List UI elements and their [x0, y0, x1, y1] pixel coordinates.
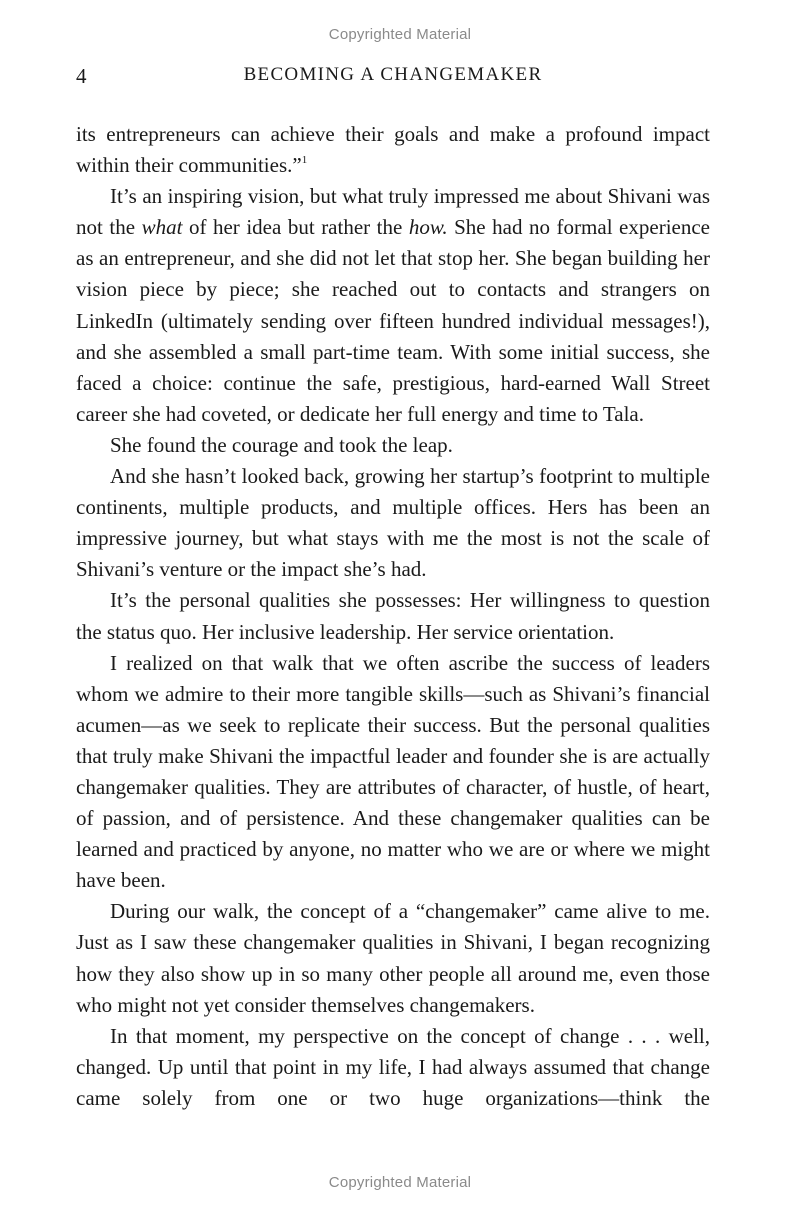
paragraph-2-text-c: She had no formal experience as an entrepreneur, and she did not let that stop her. She began building her vision piece by piece; she reached out to contacts and strangers on LinkedIn (ultimately sending over fifteen hundred individual messages!), and she assembled a small part-time team. With some initial success, she faced a choice: continue the safe, prestigious, hard-earned Wall Street career she had coveted, or dedicate her full energy and time to Tala.: [76, 215, 710, 426]
paragraph-8: In that moment, my perspective on the concept of change . . . well, changed. Up until that point in my life, I had always assumed that change came solely from one or two huge organizations—think the: [76, 1023, 710, 1110]
emphasis-what: what: [141, 215, 183, 240]
running-head: [76, 64, 710, 94]
paragraph-2-text-b: of her idea but rather the: [182, 215, 409, 240]
paragraph-5: It’s the personal qualities she possesses: Her willingness to question the status quo. Her inclusive leadership. Her service orientation.: [76, 588, 710, 644]
paragraph-6: I realized on that walk that we often ascribe the success of leaders whom we admire to their more tangible skills—such as Shivani’s financial acumen—as we seek to replicate their success. But the personal qualities that truly make Shivani the impactful leader and founder she is are actually changemaker qualities. They are attributes of character, of hustle, of heart, of passion, and of persistence. And these changemaker qualities can be learned and practiced by anyone, no matter who we are or where we might have been.: [76, 650, 710, 893]
paragraph-4: And she hasn’t looked back, growing her startup’s footprint to multiple continents, multiple products, and multiple offices. Hers has been an impressive journey, but what stays with me the most is not the scale of Shivani’s venture or the impact she’s had.: [76, 464, 710, 582]
body-text: [76, 119, 710, 1114]
paragraph-7: During our walk, the concept of a “changemaker” came alive to me. Just as I saw these changemaker qualities in Shivani, I began recognizing how they also show up in so many other people all around me, even those who might not yet consider themselves changemakers.: [76, 899, 710, 1017]
footnote-marker: 1: [301, 154, 308, 167]
emphasis-how: how.: [408, 215, 448, 240]
paragraph-1: [76, 119, 710, 181]
paragraph-1-text: its entrepreneurs can achieve their goals and make a profound impact within their communities.”: [76, 122, 710, 178]
paragraph-2: [76, 181, 710, 430]
paragraph-2-text-a: It’s an inspiring vision, but what truly impressed me about Shivani was not the: [76, 184, 710, 240]
copyright-watermark-bottom: Copyrighted Material: [328, 1174, 472, 1191]
paragraph-3: She found the courage and took the leap.: [110, 432, 453, 457]
copyright-watermark-top: Copyrighted Material: [328, 26, 472, 43]
running-title: BECOMING A CHANGEMAKER: [243, 64, 543, 85]
page-number: 4: [76, 64, 87, 88]
